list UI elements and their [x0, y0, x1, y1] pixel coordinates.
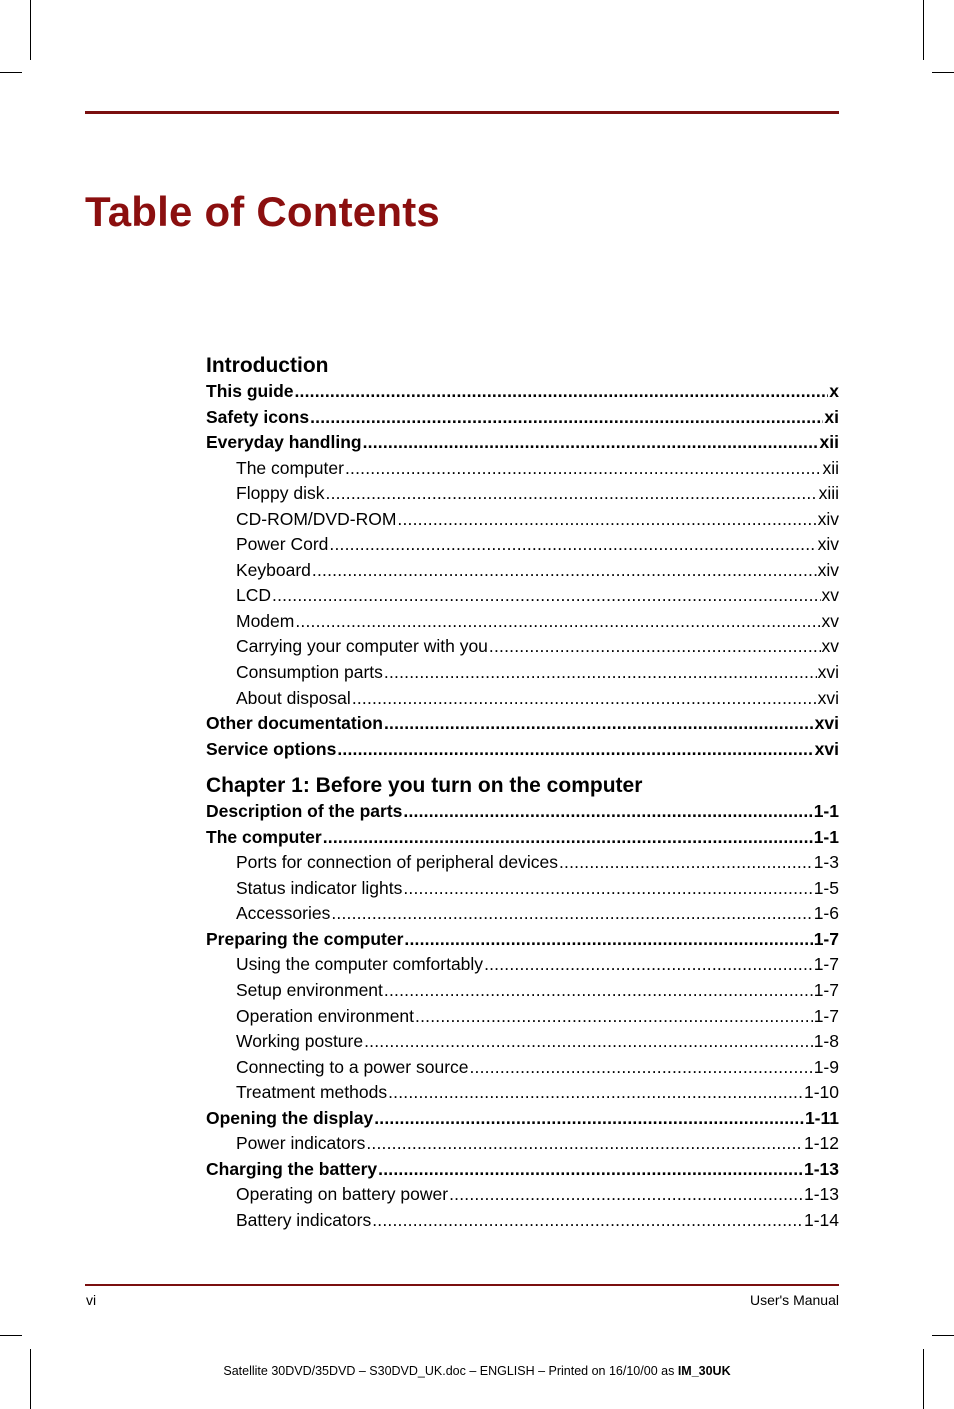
toc-entry-label: Working posture: [236, 1031, 364, 1052]
toc-entry-label: Consumption parts: [236, 662, 383, 683]
toc-entry[interactable]: [206, 481, 839, 507]
toc-entry[interactable]: [206, 379, 839, 405]
dot-leader: [559, 850, 813, 876]
toc-entry-label: CD-ROM/DVD-ROM: [236, 508, 397, 529]
toc-section-chapter-1: [206, 772, 839, 1233]
toc-entry-label: Service options: [206, 738, 337, 759]
toc-entry[interactable]: [206, 1029, 839, 1055]
page-title: Table of Contents: [85, 188, 440, 235]
toc-entry-page: xvi: [814, 713, 839, 734]
toc-entry[interactable]: [206, 456, 839, 482]
toc-entry-label: Everyday handling: [206, 432, 362, 453]
crop-mark: [0, 72, 22, 73]
toc-entry[interactable]: [206, 825, 839, 851]
dot-leader: [388, 1080, 803, 1106]
dot-leader: [374, 1106, 804, 1132]
footer-manual-name: User's Manual: [749, 1292, 839, 1308]
toc-entry-label: Safety icons: [206, 406, 310, 427]
dot-leader: [312, 558, 817, 584]
crop-mark: [932, 72, 954, 73]
dot-leader: [484, 952, 813, 978]
toc-entry-label: Opening the display: [206, 1107, 374, 1128]
dot-leader: [331, 901, 812, 927]
toc-entry-label: Ports for connection of peripheral devices: [236, 852, 558, 873]
header-rule: [85, 111, 839, 114]
dot-leader: [489, 634, 821, 660]
toc-entry[interactable]: [206, 1208, 839, 1234]
toc-entry-page: 1-8: [813, 1031, 839, 1052]
toc-entry-page: 1-5: [813, 877, 839, 898]
toc-entry-label: Treatment methods: [236, 1082, 388, 1103]
toc-entries: [206, 799, 839, 1233]
toc-entry[interactable]: [206, 405, 839, 431]
toc-entry[interactable]: [206, 634, 839, 660]
toc-entry[interactable]: [206, 660, 839, 686]
toc-entry[interactable]: [206, 686, 839, 712]
toc-entry-page: 1-1: [813, 826, 839, 847]
toc-entry-page: xiii: [818, 483, 839, 504]
toc-entry-page: 1-1: [813, 801, 839, 822]
toc-entry-page: xvi: [817, 662, 839, 683]
toc-entry[interactable]: [206, 737, 839, 763]
toc-entry-label: Power Cord: [236, 534, 329, 555]
dot-leader: [415, 1004, 813, 1030]
toc-entry-page: 1-6: [813, 903, 839, 924]
dot-leader: [366, 1131, 803, 1157]
crop-mark: [30, 0, 31, 60]
toc-entry-label: About disposal: [236, 687, 351, 708]
toc-entry-label: The computer: [236, 457, 344, 478]
dot-leader: [403, 799, 812, 825]
toc-entry-page: xi: [824, 406, 839, 427]
toc-entry-page: 1-11: [804, 1107, 839, 1128]
crop-mark: [0, 1335, 22, 1336]
toc-entry-page: 1-7: [813, 928, 839, 949]
dot-leader: [397, 507, 816, 533]
toc-entry[interactable]: [206, 507, 839, 533]
toc-entry-page: xv: [821, 585, 839, 606]
toc-entry[interactable]: [206, 583, 839, 609]
dot-leader: [384, 711, 814, 737]
print-info: [0, 1364, 954, 1378]
toc-entry-page: xiv: [817, 508, 839, 529]
dot-leader: [384, 978, 813, 1004]
dot-leader: [352, 686, 817, 712]
toc-entry-label: Description of the parts: [206, 801, 403, 822]
footer-page-number: vi: [86, 1292, 97, 1308]
crop-mark: [923, 1349, 924, 1409]
dot-leader: [378, 1157, 803, 1183]
toc-entry-label: Modem: [236, 610, 295, 631]
toc-entries: [206, 379, 839, 762]
toc-entry[interactable]: [206, 1182, 839, 1208]
toc-entry-label: Floppy disk: [236, 483, 325, 504]
toc-entry[interactable]: [206, 1106, 839, 1132]
dot-leader: [323, 825, 813, 851]
toc-entry-label: Accessories: [236, 903, 331, 924]
dot-leader: [295, 609, 820, 635]
print-id: IM_30UK: [677, 1364, 731, 1378]
toc-entry[interactable]: [206, 1004, 839, 1030]
toc-entry-page: 1-12: [803, 1133, 839, 1154]
dot-leader: [449, 1182, 803, 1208]
dot-leader: [345, 456, 822, 482]
toc-entry[interactable]: [206, 978, 839, 1004]
toc-entry-label: Power indicators: [236, 1133, 366, 1154]
toc-entry[interactable]: [206, 609, 839, 635]
dot-leader: [329, 532, 816, 558]
toc-entry-label: LCD: [236, 585, 272, 606]
toc-entry-label: Connecting to a power source: [236, 1056, 469, 1077]
toc-entry-label: Operating on battery power: [236, 1184, 449, 1205]
toc-entry-label: Setup environment: [236, 980, 383, 1001]
toc-entry[interactable]: [206, 430, 839, 456]
section-title: Introduction: [206, 354, 329, 377]
print-info-text: Satellite 30DVD/35DVD – S30DVD_UK.doc – ENGLISH – Printed on 16/10/00 as: [223, 1364, 675, 1378]
toc-entry-page: 1-7: [813, 1005, 839, 1026]
dot-leader: [337, 737, 813, 763]
toc-entry[interactable]: [206, 532, 839, 558]
toc-entry-label: Status indicator lights: [236, 877, 403, 898]
toc-entry-label: Operation environment: [236, 1005, 415, 1026]
toc-entry[interactable]: [206, 799, 839, 825]
dot-leader: [272, 583, 820, 609]
toc-entry[interactable]: [206, 901, 839, 927]
toc-entry[interactable]: [206, 876, 839, 902]
toc-entry-page: xv: [821, 610, 839, 631]
dot-leader: [326, 481, 818, 507]
toc-entry-label: The computer: [206, 826, 322, 847]
toc-section-introduction: [206, 352, 839, 762]
toc-entry-page: 1-13: [803, 1184, 839, 1205]
toc-entry-page: xiv: [817, 534, 839, 555]
toc-entry[interactable]: [206, 1131, 839, 1157]
toc-entry-page: 1-10: [803, 1082, 839, 1103]
dot-leader: [403, 876, 812, 902]
toc-entry-label: Other documentation: [206, 713, 383, 734]
toc-entry-page: xii: [822, 457, 839, 478]
toc-entry-page: xvi: [817, 687, 839, 708]
toc-entry-page: x: [829, 381, 839, 401]
section-title: Chapter 1: Before you turn on the computer: [206, 774, 643, 798]
toc-entry-page: xvi: [814, 738, 839, 759]
toc-entry[interactable]: [206, 558, 839, 584]
toc-entry[interactable]: [206, 1080, 839, 1106]
toc-entry[interactable]: [206, 850, 839, 876]
dot-leader: [404, 927, 812, 953]
toc-entry-label: Keyboard: [236, 559, 311, 580]
toc-entry[interactable]: [206, 1055, 839, 1081]
dot-leader: [364, 1029, 813, 1055]
dot-leader: [310, 405, 823, 431]
table-of-contents: [206, 352, 839, 1234]
toc-entry[interactable]: [206, 1157, 839, 1183]
toc-entry-page: xii: [819, 432, 839, 453]
toc-entry-label: Using the computer comfortably: [236, 954, 484, 975]
toc-entry[interactable]: [206, 927, 839, 953]
toc-entry-label: Battery indicators: [236, 1209, 372, 1230]
toc-entry-page: 1-9: [813, 1056, 839, 1077]
dot-leader: [295, 379, 829, 405]
toc-entry-page: 1-7: [813, 954, 839, 975]
toc-entry-label: Carrying your computer with you: [236, 636, 488, 657]
toc-entry-label: Preparing the computer: [206, 928, 404, 949]
crop-mark: [30, 1349, 31, 1409]
toc-entry-page: xv: [821, 636, 839, 657]
toc-entry-page: 1-7: [813, 980, 839, 1001]
crop-mark: [923, 0, 924, 60]
toc-entry[interactable]: [206, 711, 839, 737]
toc-entry[interactable]: [206, 952, 839, 978]
crop-mark: [932, 1335, 954, 1336]
toc-entry-page: xiv: [817, 559, 839, 580]
footer-rule: [85, 1284, 839, 1286]
dot-leader: [384, 660, 817, 686]
toc-entry-label: Charging the battery: [206, 1158, 378, 1179]
dot-leader: [363, 430, 819, 456]
toc-entry-page: 1-14: [803, 1209, 839, 1230]
toc-entry-label: This guide: [206, 381, 294, 401]
toc-entry-page: 1-13: [803, 1158, 839, 1179]
toc-entry-page: 1-3: [813, 852, 839, 873]
dot-leader: [372, 1208, 803, 1234]
dot-leader: [470, 1055, 813, 1081]
